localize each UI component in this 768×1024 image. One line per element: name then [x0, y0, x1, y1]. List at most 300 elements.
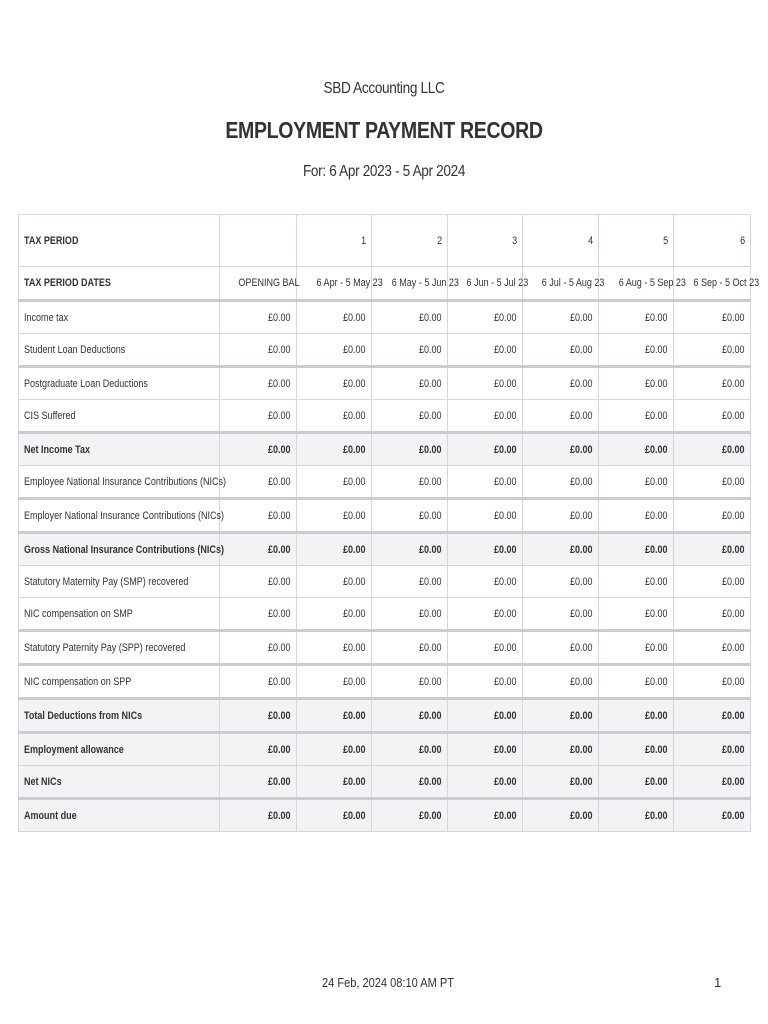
row-label [19, 466, 227, 499]
header-period-2-text: 2 [436, 234, 442, 247]
table-row [19, 301, 751, 334]
header-period-1 [297, 215, 372, 267]
row-value-text: £0.00 [343, 775, 366, 788]
row-label-text: Employment allowance [24, 743, 124, 756]
row-value-text: £0.00 [570, 311, 593, 324]
row-value-text: £0.00 [645, 641, 668, 654]
table-row [19, 533, 751, 566]
row-value-text: £0.00 [268, 343, 291, 356]
table-row [19, 733, 751, 766]
row-value [448, 301, 523, 334]
row-value-text: £0.00 [570, 641, 593, 654]
row-value [523, 699, 599, 733]
row-label [19, 699, 220, 733]
row-value-text: £0.00 [419, 443, 442, 456]
row-label-text: Gross National Insurance Contributions (NICs) [24, 543, 224, 556]
header-period-4-text: 4 [587, 234, 593, 247]
row-value-text: £0.00 [419, 575, 442, 588]
row-value-text: £0.00 [570, 409, 593, 422]
row-value-text: £0.00 [645, 377, 668, 390]
row-value [448, 400, 523, 433]
header-period-dates-4 [523, 267, 605, 301]
row-value [448, 799, 523, 832]
row-value [220, 367, 297, 400]
row-value [297, 499, 372, 533]
row-value-text: £0.00 [570, 343, 593, 356]
row-label [19, 433, 220, 466]
row-value [674, 799, 751, 832]
row-value-text: £0.00 [722, 709, 745, 722]
row-value [523, 566, 599, 598]
row-value [372, 665, 448, 699]
row-value [220, 699, 297, 733]
row-value [523, 631, 599, 665]
row-value [372, 766, 448, 799]
row-value-text: £0.00 [268, 443, 291, 456]
row-value-text: £0.00 [268, 675, 291, 688]
table-row [19, 566, 751, 598]
row-value-text: £0.00 [419, 475, 442, 488]
header-period-dates-1 [297, 267, 383, 301]
row-value [448, 665, 523, 699]
row-value [448, 631, 523, 665]
row-value-text: £0.00 [722, 377, 745, 390]
row-value [599, 566, 674, 598]
row-value [674, 665, 751, 699]
row-value [674, 367, 751, 400]
row-value [297, 466, 372, 499]
row-value-text: £0.00 [419, 775, 442, 788]
row-value-text: £0.00 [494, 675, 517, 688]
row-value-text: £0.00 [268, 641, 291, 654]
row-value [372, 301, 448, 334]
row-label [19, 334, 220, 367]
table-row [19, 665, 751, 699]
row-value [220, 799, 297, 832]
row-value [448, 566, 523, 598]
row-value-text: £0.00 [268, 377, 291, 390]
row-value [599, 433, 674, 466]
header-period-3 [448, 215, 523, 267]
row-value-text: £0.00 [570, 607, 593, 620]
table-row [19, 699, 751, 733]
row-value [523, 733, 599, 766]
row-value-text: £0.00 [570, 743, 593, 756]
page-number: 1 [714, 975, 722, 990]
row-value [448, 433, 523, 466]
row-value-text: £0.00 [494, 443, 517, 456]
row-label [19, 367, 220, 400]
row-value [674, 533, 751, 566]
row-label [19, 733, 220, 766]
row-value [523, 334, 599, 367]
row-value [297, 533, 372, 566]
row-value [372, 367, 448, 400]
header-period-dates-2 [372, 267, 459, 301]
row-label-text: Statutory Paternity Pay (SPP) recovered [24, 641, 186, 654]
header-period-dates-5 [599, 267, 686, 301]
row-value-text: £0.00 [570, 775, 593, 788]
row-value-text: £0.00 [722, 575, 745, 588]
row-value [523, 766, 599, 799]
header-period-dates-6-text: 6 Sep - 5 Oct 23 [693, 277, 760, 289]
row-value [599, 533, 674, 566]
header-period-5 [599, 215, 674, 267]
row-label-text: Net NICs [24, 775, 62, 788]
row-label [19, 400, 220, 433]
row-value-text: £0.00 [343, 409, 366, 422]
row-value [220, 301, 297, 334]
row-value [674, 631, 751, 665]
row-value [599, 367, 674, 400]
row-value-text: £0.00 [268, 311, 291, 324]
row-value-text: £0.00 [419, 377, 442, 390]
row-value-text: £0.00 [645, 709, 668, 722]
row-value [448, 533, 523, 566]
row-value-text: £0.00 [722, 409, 745, 422]
row-value-text: £0.00 [722, 343, 745, 356]
row-value [297, 598, 372, 631]
table-row [19, 799, 751, 832]
row-value-text: £0.00 [343, 675, 366, 688]
row-value [297, 433, 372, 466]
row-value [448, 499, 523, 533]
row-value [297, 799, 372, 832]
row-value-text: £0.00 [419, 409, 442, 422]
footer-timestamp: 24 Feb, 2024 08:10 AM PT [321, 975, 455, 990]
row-value [674, 301, 751, 334]
row-value [372, 433, 448, 466]
row-value [674, 598, 751, 631]
header-row-tax-period-dates [19, 267, 751, 301]
table-row [19, 766, 751, 799]
row-value [297, 699, 372, 733]
row-value-text: £0.00 [494, 607, 517, 620]
table-row [19, 433, 751, 466]
row-label-text: Student Loan Deductions [24, 343, 126, 356]
row-value [599, 733, 674, 766]
row-label-text: Total Deductions from NICs [24, 709, 143, 722]
row-value-text: £0.00 [570, 475, 593, 488]
row-value-text: £0.00 [343, 575, 366, 588]
row-label-text: Statutory Maternity Pay (SMP) recovered [24, 575, 189, 588]
row-value-text: £0.00 [419, 743, 442, 756]
row-value-text: £0.00 [343, 377, 366, 390]
row-value-text: £0.00 [494, 575, 517, 588]
row-label [19, 665, 220, 699]
row-value [599, 766, 674, 799]
row-value [297, 733, 372, 766]
row-value [448, 334, 523, 367]
row-value-text: £0.00 [419, 709, 442, 722]
row-value [599, 665, 674, 699]
row-value [599, 631, 674, 665]
row-value-text: £0.00 [494, 641, 517, 654]
row-value-text: £0.00 [419, 311, 442, 324]
row-value-text: £0.00 [645, 743, 668, 756]
header-period-dates-2-text: 6 May - 5 Jun 23 [391, 277, 459, 289]
row-value-text: £0.00 [494, 809, 517, 822]
row-value [523, 799, 599, 832]
row-value-text: £0.00 [722, 641, 745, 654]
row-value-text: £0.00 [722, 809, 745, 822]
header-opening-balance [220, 267, 300, 301]
row-value-text: £0.00 [494, 743, 517, 756]
header-period-5-text: 5 [662, 234, 668, 247]
header-period-3-text: 3 [511, 234, 517, 247]
header-period-dates-1-text: 6 Apr - 5 May 23 [316, 277, 383, 289]
row-value [372, 733, 448, 766]
row-value [674, 733, 751, 766]
header-opening-balance-text: OPENING BAL [238, 277, 300, 289]
row-value-text: £0.00 [570, 675, 593, 688]
row-value-text: £0.00 [645, 475, 668, 488]
row-value [599, 699, 674, 733]
row-value [674, 433, 751, 466]
row-value-text: £0.00 [343, 641, 366, 654]
row-value [297, 301, 372, 334]
row-value [372, 631, 448, 665]
row-value [372, 400, 448, 433]
row-value-text: £0.00 [645, 575, 668, 588]
header-period-4 [523, 215, 599, 267]
table-row [19, 334, 751, 367]
row-value [372, 466, 448, 499]
row-value [297, 665, 372, 699]
row-value-text: £0.00 [645, 343, 668, 356]
row-label [19, 499, 225, 533]
row-label [19, 631, 220, 665]
row-value [523, 433, 599, 466]
table-row [19, 631, 751, 665]
row-label [19, 799, 220, 832]
row-value-text: £0.00 [722, 443, 745, 456]
row-value [599, 598, 674, 631]
row-value-text: £0.00 [722, 607, 745, 620]
row-value-text: £0.00 [343, 509, 366, 522]
row-value [448, 367, 523, 400]
report-title: EMPLOYMENT PAYMENT RECORD [225, 117, 543, 143]
header-label-tax-period-dates-text: TAX PERIOD DATES [24, 277, 111, 289]
row-value-text: £0.00 [419, 641, 442, 654]
row-value-text: £0.00 [343, 809, 366, 822]
table-row [19, 598, 751, 631]
row-value-text: £0.00 [645, 509, 668, 522]
row-value-text: £0.00 [722, 311, 745, 324]
row-value [599, 466, 674, 499]
row-value [523, 466, 599, 499]
row-value [674, 400, 751, 433]
row-value-text: £0.00 [645, 775, 668, 788]
row-value-text: £0.00 [494, 775, 517, 788]
table-row [19, 367, 751, 400]
row-value [220, 733, 297, 766]
row-value-text: £0.00 [268, 509, 291, 522]
row-value-text: £0.00 [419, 343, 442, 356]
company-name: SBD Accounting LLC [323, 80, 445, 97]
header-period-dates-3-text: 6 Jun - 5 Jul 23 [466, 277, 529, 289]
row-value-text: £0.00 [268, 475, 291, 488]
row-value [599, 334, 674, 367]
row-value [448, 766, 523, 799]
header-period-6-text: 6 [739, 234, 745, 247]
row-value-text: £0.00 [268, 709, 291, 722]
row-value [220, 533, 297, 566]
row-value [599, 799, 674, 832]
row-value [523, 367, 599, 400]
row-value [523, 533, 599, 566]
row-value-text: £0.00 [645, 809, 668, 822]
row-label-text: NIC compensation on SMP [24, 607, 133, 620]
employment-payment-table [18, 214, 760, 832]
row-value-text: £0.00 [343, 709, 366, 722]
row-label-text: Income tax [24, 311, 69, 324]
row-value [220, 631, 297, 665]
row-value-text: £0.00 [343, 607, 366, 620]
row-value [372, 598, 448, 631]
row-value [297, 631, 372, 665]
row-value-text: £0.00 [645, 409, 668, 422]
row-value [220, 766, 297, 799]
header-opening-blank [220, 215, 297, 267]
row-value-text: £0.00 [722, 675, 745, 688]
row-value-text: £0.00 [494, 409, 517, 422]
row-value [523, 665, 599, 699]
header-period-1-text: 1 [360, 234, 366, 247]
row-value-text: £0.00 [570, 377, 593, 390]
row-value [220, 400, 297, 433]
row-label-text: Postgraduate Loan Deductions [24, 377, 148, 390]
row-value-text: £0.00 [722, 543, 745, 556]
row-value [674, 566, 751, 598]
row-label [19, 566, 220, 598]
row-value-text: £0.00 [343, 443, 366, 456]
row-value [220, 334, 297, 367]
row-value-text: £0.00 [570, 543, 593, 556]
row-value-text: £0.00 [645, 311, 668, 324]
row-value [674, 699, 751, 733]
row-value-text: £0.00 [570, 709, 593, 722]
table-body [19, 215, 760, 832]
row-label [19, 533, 224, 566]
row-value [599, 400, 674, 433]
row-label [19, 598, 220, 631]
row-value-text: £0.00 [494, 543, 517, 556]
table-row [19, 466, 751, 499]
row-value [674, 466, 751, 499]
row-value-text: £0.00 [343, 543, 366, 556]
row-value-text: £0.00 [494, 475, 517, 488]
row-value [372, 334, 448, 367]
row-value-text: £0.00 [722, 509, 745, 522]
row-value-text: £0.00 [268, 575, 291, 588]
row-value-text: £0.00 [645, 443, 668, 456]
row-value [297, 334, 372, 367]
header-period-6 [674, 215, 751, 267]
row-value [297, 566, 372, 598]
row-value-text: £0.00 [419, 509, 442, 522]
row-value [448, 466, 523, 499]
row-value [599, 499, 674, 533]
row-value-text: £0.00 [268, 775, 291, 788]
table-row [19, 400, 751, 433]
row-value-text: £0.00 [343, 475, 366, 488]
row-value-text: £0.00 [268, 543, 291, 556]
header-label-tax-period-dates [19, 267, 220, 301]
row-value [297, 367, 372, 400]
row-value-text: £0.00 [645, 607, 668, 620]
row-value [372, 699, 448, 733]
row-value [523, 400, 599, 433]
row-value-text: £0.00 [494, 311, 517, 324]
row-value [674, 766, 751, 799]
row-value-text: £0.00 [343, 343, 366, 356]
row-value-text: £0.00 [494, 377, 517, 390]
row-value-text: £0.00 [570, 509, 593, 522]
row-value [297, 400, 372, 433]
row-value-text: £0.00 [419, 607, 442, 620]
row-value-text: £0.00 [419, 809, 442, 822]
row-value [220, 665, 297, 699]
row-value [448, 733, 523, 766]
row-value [599, 301, 674, 334]
row-value-text: £0.00 [268, 743, 291, 756]
row-value-text: £0.00 [419, 675, 442, 688]
header-period-2 [372, 215, 448, 267]
row-value-text: £0.00 [268, 409, 291, 422]
header-row-tax-period [19, 215, 751, 267]
row-value [372, 566, 448, 598]
header-label-tax-period-text: TAX PERIOD [24, 234, 79, 247]
report-period: For: 6 Apr 2023 - 5 Apr 2024 [302, 163, 466, 180]
row-value [674, 334, 751, 367]
row-value-text: £0.00 [494, 509, 517, 522]
header-period-dates-4-text: 6 Jul - 5 Aug 23 [541, 277, 605, 289]
row-value [372, 499, 448, 533]
row-value-text: £0.00 [570, 809, 593, 822]
row-value-text: £0.00 [343, 311, 366, 324]
row-value [674, 499, 751, 533]
row-label [19, 301, 220, 334]
table-row [19, 499, 751, 533]
row-label-text: Employee National Insurance Contributions (NICs) [24, 475, 227, 488]
row-value-text: £0.00 [645, 675, 668, 688]
row-value-text: £0.00 [645, 543, 668, 556]
row-value [220, 499, 297, 533]
row-value [220, 566, 297, 598]
row-value [448, 598, 523, 631]
row-value [523, 301, 599, 334]
row-value [523, 598, 599, 631]
row-value [372, 799, 448, 832]
row-label-text: CIS Suffered [24, 409, 76, 422]
row-value-text: £0.00 [722, 775, 745, 788]
row-value-text: £0.00 [722, 475, 745, 488]
row-value [220, 598, 297, 631]
row-value [448, 699, 523, 733]
header-period-dates-5-text: 6 Aug - 5 Sep 23 [618, 277, 686, 289]
row-value-text: £0.00 [722, 743, 745, 756]
row-value-text: £0.00 [419, 543, 442, 556]
row-value-text: £0.00 [570, 575, 593, 588]
row-value [523, 499, 599, 533]
row-label-text: Employer National Insurance Contributions (NICs) [24, 509, 225, 522]
row-value-text: £0.00 [343, 743, 366, 756]
row-value-text: £0.00 [570, 443, 593, 456]
row-value [220, 433, 297, 466]
header-label-tax-period [19, 215, 220, 267]
row-label [19, 766, 220, 799]
